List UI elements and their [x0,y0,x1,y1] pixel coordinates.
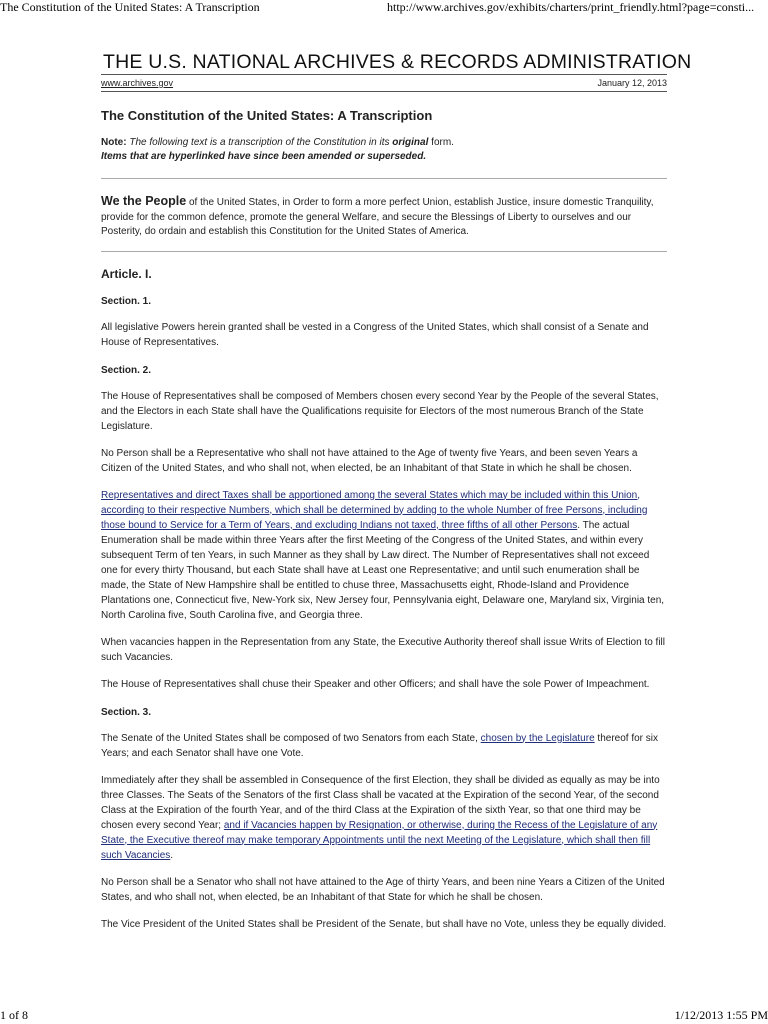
paragraph-text: The Senate of the United States shall be composed of two Senators from each State, [101,732,481,744]
paragraph: The House of Representatives shall be composed of Members chosen every second Year by the People of the several States, and the Electors in each State shall have the Qualifications requisite for Electors of the most numerous Branch of the State Legislature. [101,390,659,432]
paragraph-text: thereof for six Years; and each Senator shall have one Vote. [101,732,658,759]
print-datetime: 1/12/2013 1:55 PM [674,1008,768,1022]
paragraph: No Person shall be a Representative who shall not have attained to the Age of twenty five Years, and been seven Years a Citizen of the United States, and who shall not, when elected, be an Inhabitant of that State in which he shall be chosen. [101,447,638,474]
section-heading: Section. 1. [101,295,152,307]
note-label: Note: [101,137,127,148]
paragraph: All legislative Powers herein granted shall be vested in a Congress of the United States, which shall consist of a Senate and House of Representatives. [101,321,649,348]
masthead-subhead [101,75,667,91]
paragraph [101,773,667,863]
section-heading: Section. 2. [101,364,152,376]
paragraph: No Person shall be a Senator who shall not have attained to the Age of thirty Years, and been nine Years a Citizen of the United States, and who shall not, when elected, be an Inhabitant of that State for which he shall be chosen. [101,876,665,903]
masthead-date: January 12, 2013 [597,78,667,88]
note-text-before: The following text is a transcription of the Constitution in its [129,137,390,148]
site-link[interactable]: www.archives.gov [101,78,174,88]
paragraph: The Vice President of the United States shall be President of the Senate, but shall have no Vote, unless they be equally divided. [101,918,667,930]
document-title: The Constitution of the United States: A Transcription [101,108,433,123]
amended-text-link[interactable]: chosen by the Legislature [480,732,595,744]
subhead-rule [101,91,667,92]
paragraph: When vacancies happen in the Representation from any State, the Executive Authority thereof shall issue Writs of Election to fill such Vacancies. [101,636,666,663]
article-heading: Article. I. [101,266,152,281]
divider [101,178,667,179]
paragraph [101,731,667,761]
amended-text-link[interactable]: Representatives and direct Taxes shall be apportioned among the several States which may be included within this Union, according to their respective Numbers, which shall be determined by adding to the whole Number of free Persons, including those bound to Service for a Term of Years, and excluding Indians not taxed, three fifths of all other Persons [101,489,648,531]
paragraph-text: . The actual Enumeration shall be made within three Years after the first Meeting of the Congress of the United States, and within every subsequent Term of ten Years, in such Manner as they shall by Law direct. The Number of Representatives shall not exceed one for every thirty Thousand, but each State shall have at Least one Representative; and until such enumeration shall be made, the State of New Hampshire shall be entitled to chuse three, Massachusetts eight, Rhode-Island and Providence Plantations one, Connecticut five, New-York six, New Jersey four, Pennsylvania eight, Delaware one, Maryland six, Virginia ten, North Carolina five, South Carolina five, and Georgia three. [101,519,665,621]
note-amended-line: Items that are hyperlinked have since been amended or superseded. [101,151,427,162]
document-content [101,50,692,932]
preamble [101,194,667,240]
paragraph-text: . [170,849,174,861]
paragraph: The House of Representatives shall chuse their Speaker and other Officers; and shall have the sole Power of Impeachment. [101,678,650,690]
paragraph-text: Immediately after they shall be assembled in Consequence of the first Election, they shall be divided as equally as may be into three Classes. The Seats of the Senators of the first Class shall be vacated at the Expiration of the second Year, of the second Class at the Expiration of the fourth Year, and of the third Class at the Expiration of the sixth Year, so that one third may be chosen every second Year; [101,774,660,831]
masthead-title: THE U.S. NATIONAL ARCHIVES & RECORDS ADMINISTRATION [103,51,692,73]
amended-text-link[interactable]: and if Vacancies happen by Resignation, or otherwise, during the Recess of the Legislature of any State, the Executive thereof may make temporary Appointments until the next Meeting of the Legislature, which shall then fill such Vacancies [101,819,658,861]
preamble-lead: We the People [101,194,187,208]
section-heading: Section. 3. [101,706,152,718]
preamble-text: of the United States, in Order to form a more perfect Union, establish Justice, insure domestic Tranquility, provide for the common defence, promote the general Welfare, and secure the Blessings of Liberty to ourselves and our Posterity, do ordain and establish this Constitution for the United States of America. [101,197,654,237]
note-block [101,136,667,164]
print-header-url: http://www.archives.gov/exhibits/charters/print_friendly.html?page=consti... [387,0,755,14]
note-line [101,136,667,150]
page-number: 1 of 8 [0,1008,28,1022]
note-text-after: form. [431,137,454,148]
print-header [0,0,768,16]
note-original-word: original [392,137,429,148]
paragraph [101,488,667,623]
print-header-title: The Constitution of the United States: A Transcription [0,0,260,14]
print-footer [0,1008,768,1024]
divider [101,251,667,252]
